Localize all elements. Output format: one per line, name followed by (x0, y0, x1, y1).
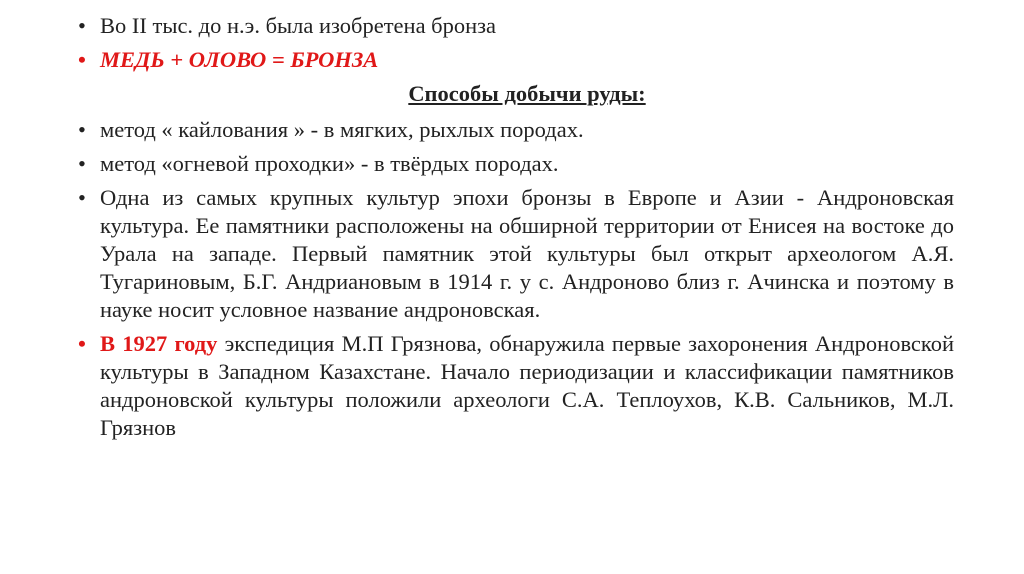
bullet-dot: • (78, 151, 86, 176)
bullet-text: метод «огневой проходки» - в твёрдых породах. (100, 151, 559, 176)
bullet-dot: • (78, 185, 86, 210)
bullet-text: Во II тыс. до н.э. была изобретена бронза (100, 13, 497, 38)
andronovo-paragraph: Одна из самых крупных культур эпохи бронзы в Европе и Азии - Андроновская культура. Ее памятники расположены на обширной территории от Енисея на востоке до Урала на западе. Первый памятник этой культуры был открыт археологом А.Я. Тугариновым, Б.Г. Андриановым в 1914 г. у с. Андроново близ г. Ачинска и поэтому в науке носит условное название андроновская. (100, 185, 954, 322)
expedition-paragraph (100, 330, 954, 442)
bullet-dot: • (78, 13, 86, 38)
bullet-bronze-formula (74, 46, 954, 74)
bullet-method-fire (74, 150, 954, 178)
slide-content (74, 12, 954, 448)
bronze-formula-text: МЕДЬ + ОЛОВО = БРОНЗА (100, 47, 379, 72)
bullet-dot: • (78, 331, 86, 356)
bullet-dot: • (78, 117, 86, 142)
expedition-year-highlight: В 1927 году (100, 331, 218, 356)
bullet-text: метод « кайлования » - в мягких, рыхлых породах. (100, 117, 584, 142)
bullet-dot: • (78, 47, 86, 72)
bullet-expedition-1927 (74, 330, 954, 442)
expedition-text: экспедиция М.П Грязнова, обнаружила первые захоронения Андроновской культуры в Западном Казахстане. Начало периодизации и классификации памятников андроновской культуры положили археологи С.А. Теплоухов, К.В. Сальников, М.Л. Грязнов (100, 331, 954, 440)
bullet-method-kailovanie (74, 116, 954, 144)
bullet-andronovo-culture (74, 184, 954, 324)
section-heading: Способы добычи руды: (408, 81, 646, 106)
bullet-bronze-invented (74, 12, 954, 40)
